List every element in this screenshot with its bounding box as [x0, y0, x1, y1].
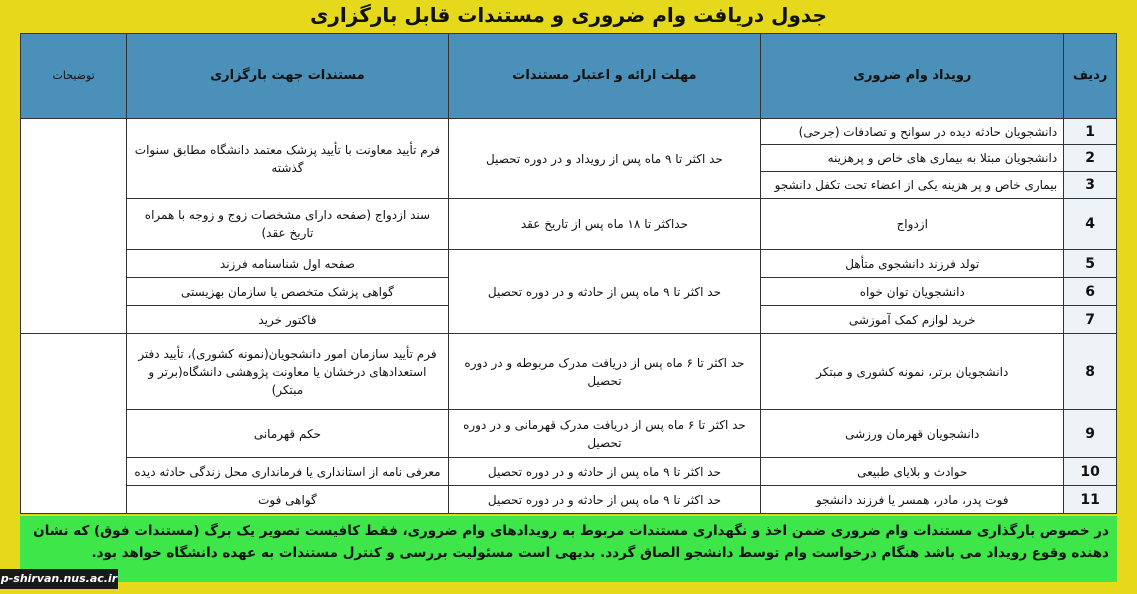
row-number: 4 — [1064, 199, 1117, 250]
table-row — [21, 458, 1117, 486]
table-row — [21, 250, 1117, 278]
docs-cell: صفحه اول شناسنامه فرزند — [127, 250, 448, 278]
event-cell: دانشجویان مبتلا به بیماری های خاص و پرهزینه — [761, 145, 1064, 172]
event-cell: دانشجویان توان خواه — [761, 278, 1064, 306]
event-cell: تولد فرزند دانشجوی متأهل — [761, 250, 1064, 278]
table-header — [21, 34, 1117, 119]
row-number: 8 — [1064, 334, 1117, 410]
docs-cell: فرم تأیید معاونت با تأیید پزشک معتمد دانشگاه مطابق سنوات گذشته — [127, 119, 448, 199]
table-row — [21, 119, 1117, 145]
event-cell: دانشجویان برتر، نمونه کشوری و مبتکر — [761, 334, 1064, 410]
deadline-cell: حد اکثر تا ۹ ماه پس از حادثه و در دوره تحصیل — [448, 250, 761, 334]
deadline-cell: حد اکثر تا ۶ ماه پس از دریافت مدرک مربوطه و در دوره تحصیل — [448, 334, 761, 410]
loan-table — [20, 33, 1117, 514]
row-number: 10 — [1064, 458, 1117, 486]
event-cell: خرید لوازم کمک آموزشی — [761, 306, 1064, 334]
header-deadline: مهلت ارائه و اعتبار مستندات — [448, 34, 761, 119]
deadline-cell: حد اکثر تا ۹ ماه پس از رویداد و در دوره تحصیل — [448, 119, 761, 199]
table-row — [21, 334, 1117, 410]
table-row — [21, 486, 1117, 514]
description-cell — [21, 119, 127, 334]
row-number: 11 — [1064, 486, 1117, 514]
row-number: 7 — [1064, 306, 1117, 334]
event-cell: دانشجویان قهرمان ورزشی — [761, 410, 1064, 458]
event-cell: ازدواج — [761, 199, 1064, 250]
header-docs: مستندات جهت بارگزاری — [127, 34, 448, 119]
deadline-cell: حد اکثر تا ۶ ماه پس از دریافت مدرک قهرمانی و در دوره تحصیل — [448, 410, 761, 458]
site-watermark: p-shirvan.nus.ac.ir — [0, 569, 118, 589]
header-description: توضیحات — [21, 34, 127, 119]
event-cell: حوادث و بلایای طبیعی — [761, 458, 1064, 486]
event-cell: فوت پدر، مادر، همسر یا فرزند دانشجو — [761, 486, 1064, 514]
table-row — [21, 199, 1117, 250]
row-number: 2 — [1064, 145, 1117, 172]
description-cell — [21, 334, 127, 514]
row-number: 5 — [1064, 250, 1117, 278]
docs-cell: فاکتور خرید — [127, 306, 448, 334]
docs-cell: معرفی نامه از استانداری یا فرمانداری محل زندگی حادثه دیده — [127, 458, 448, 486]
table-row — [21, 410, 1117, 458]
deadline-cell: حد اکثر تا ۹ ماه پس از حادثه و در دوره تحصیل — [448, 486, 761, 514]
event-cell: دانشجویان حادثه دیده در سوانح و تصادفات (جرحی) — [761, 119, 1064, 145]
deadline-cell: حداکثر تا ۱۸ ماه پس از تاریخ عقد — [448, 199, 761, 250]
header-event: رویداد وام ضروری — [761, 34, 1064, 119]
row-number: 6 — [1064, 278, 1117, 306]
header-row-number: ردیف — [1064, 34, 1117, 119]
docs-cell: حکم قهرمانی — [127, 410, 448, 458]
row-number: 1 — [1064, 119, 1117, 145]
docs-cell: فرم تأیید سازمان امور دانشجویان(نمونه کشوری)، تأیید دفتر استعدادهای درخشان یا معاونت پژوهشی دانشگاه(برتر و مبتکر) — [127, 334, 448, 410]
page-title: جدول دریافت وام ضروری و مستندات قابل بارگزاری — [310, 3, 827, 27]
event-cell: بیماری خاص و پر هزینه یکی از اعضاء تحت تکفل دانشجو — [761, 172, 1064, 199]
docs-cell: گواهی پزشک متخصص یا سازمان بهزیستی — [127, 278, 448, 306]
row-number: 3 — [1064, 172, 1117, 199]
docs-cell: سند ازدواج (صفحه دارای مشخصات زوج و زوجه با همراه تاریخ عقد) — [127, 199, 448, 250]
row-number: 9 — [1064, 410, 1117, 458]
footer-note: در خصوص بارگذاری مستندات وام ضروری ضمن اخذ و نگهداری مستندات مربوط به رویدادهای وام ضروری، فقط کافیست تصویر یک برگ (مستندات فوق) که نشان دهنده وقوع رویداد می باشد هنگام درخواست وام توسط دانشجو الصاق گردد. بدیهی است مسئولیت بررسی و کنترل مستندات به عهده دانشگاه خواهد بود. — [20, 516, 1117, 582]
deadline-cell: حد اکثر تا ۹ ماه پس از حادثه و در دوره تحصیل — [448, 458, 761, 486]
docs-cell: گواهی فوت — [127, 486, 448, 514]
